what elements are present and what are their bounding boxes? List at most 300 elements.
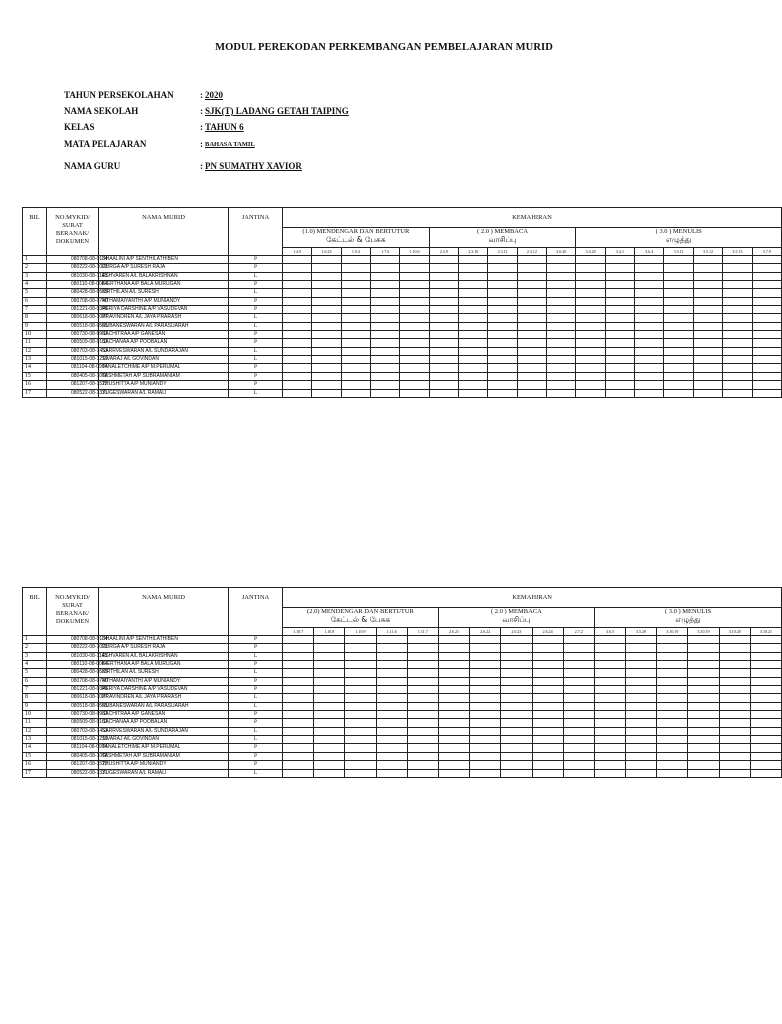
skill-cell[interactable]: [517, 389, 546, 397]
skill-cell[interactable]: [488, 331, 517, 339]
skill-cell[interactable]: [371, 289, 400, 297]
skill-cell[interactable]: [283, 727, 314, 735]
skill-cell[interactable]: [723, 381, 752, 389]
skill-cell[interactable]: [312, 389, 341, 397]
skill-cell[interactable]: [438, 686, 469, 694]
skill-cell[interactable]: [438, 661, 469, 669]
skill-cell[interactable]: [576, 306, 605, 314]
skill-cell[interactable]: [723, 322, 752, 330]
skill-cell[interactable]: [314, 744, 345, 752]
skill-cell[interactable]: [563, 652, 594, 660]
skill-cell[interactable]: [664, 289, 693, 297]
skill-cell[interactable]: [488, 347, 517, 355]
skill-cell[interactable]: [693, 297, 722, 305]
skill-cell[interactable]: [752, 372, 781, 380]
skill-cell[interactable]: [750, 702, 781, 710]
skill-cell[interactable]: [438, 769, 469, 777]
skill-cell[interactable]: [488, 297, 517, 305]
skill-cell[interactable]: [547, 306, 576, 314]
skill-cell[interactable]: [283, 669, 314, 677]
skill-cell[interactable]: [488, 289, 517, 297]
skill-cell[interactable]: [407, 736, 438, 744]
skill-cell[interactable]: [371, 372, 400, 380]
skill-cell[interactable]: [532, 752, 563, 760]
skill-cell[interactable]: [576, 314, 605, 322]
skill-cell[interactable]: [283, 389, 312, 397]
skill-cell[interactable]: [657, 711, 688, 719]
skill-cell[interactable]: [532, 736, 563, 744]
skill-cell[interactable]: [314, 677, 345, 685]
skill-cell[interactable]: [750, 644, 781, 652]
skill-cell[interactable]: [429, 306, 458, 314]
skill-cell[interactable]: [657, 652, 688, 660]
skill-cell[interactable]: [657, 644, 688, 652]
skill-cell[interactable]: [314, 669, 345, 677]
skill-cell[interactable]: [626, 644, 657, 652]
skill-cell[interactable]: [605, 272, 634, 280]
skill-cell[interactable]: [576, 364, 605, 372]
skill-cell[interactable]: [723, 256, 752, 264]
skill-cell[interactable]: [283, 322, 312, 330]
skill-cell[interactable]: [429, 322, 458, 330]
skill-cell[interactable]: [501, 711, 532, 719]
skill-cell[interactable]: [371, 339, 400, 347]
skill-cell[interactable]: [438, 719, 469, 727]
skill-cell[interactable]: [341, 389, 370, 397]
skill-cell[interactable]: [438, 761, 469, 769]
skill-cell[interactable]: [719, 702, 750, 710]
skill-cell[interactable]: [532, 769, 563, 777]
skill-cell[interactable]: [517, 372, 546, 380]
skill-cell[interactable]: [693, 331, 722, 339]
skill-cell[interactable]: [664, 272, 693, 280]
skill-cell[interactable]: [345, 744, 376, 752]
skill-cell[interactable]: [563, 769, 594, 777]
skill-cell[interactable]: [459, 272, 488, 280]
skill-cell[interactable]: [429, 256, 458, 264]
skill-cell[interactable]: [605, 356, 634, 364]
skill-cell[interactable]: [488, 322, 517, 330]
skill-cell[interactable]: [407, 719, 438, 727]
skill-cell[interactable]: [688, 661, 719, 669]
skill-cell[interactable]: [576, 347, 605, 355]
skill-cell[interactable]: [371, 356, 400, 364]
skill-cell[interactable]: [517, 281, 546, 289]
skill-cell[interactable]: [752, 389, 781, 397]
skill-cell[interactable]: [626, 636, 657, 644]
skill-cell[interactable]: [750, 661, 781, 669]
skill-cell[interactable]: [470, 727, 501, 735]
skill-cell[interactable]: [576, 381, 605, 389]
skill-cell[interactable]: [283, 264, 312, 272]
skill-cell[interactable]: [400, 372, 429, 380]
skill-cell[interactable]: [407, 727, 438, 735]
skill-cell[interactable]: [488, 256, 517, 264]
skill-cell[interactable]: [283, 677, 314, 685]
skill-cell[interactable]: [501, 694, 532, 702]
skill-cell[interactable]: [635, 381, 664, 389]
skill-cell[interactable]: [719, 669, 750, 677]
skill-cell[interactable]: [547, 272, 576, 280]
skill-cell[interactable]: [752, 289, 781, 297]
skill-cell[interactable]: [626, 736, 657, 744]
skill-cell[interactable]: [594, 736, 625, 744]
skill-cell[interactable]: [693, 256, 722, 264]
skill-cell[interactable]: [563, 702, 594, 710]
skill-cell[interactable]: [693, 347, 722, 355]
skill-cell[interactable]: [283, 281, 312, 289]
skill-cell[interactable]: [488, 372, 517, 380]
skill-cell[interactable]: [719, 719, 750, 727]
skill-cell[interactable]: [547, 264, 576, 272]
skill-cell[interactable]: [752, 297, 781, 305]
skill-cell[interactable]: [283, 256, 312, 264]
skill-cell[interactable]: [400, 264, 429, 272]
skill-cell[interactable]: [547, 339, 576, 347]
skill-cell[interactable]: [345, 719, 376, 727]
skill-cell[interactable]: [576, 322, 605, 330]
skill-cell[interactable]: [283, 744, 314, 752]
skill-cell[interactable]: [283, 356, 312, 364]
skill-cell[interactable]: [594, 744, 625, 752]
skill-cell[interactable]: [283, 306, 312, 314]
skill-cell[interactable]: [688, 719, 719, 727]
skill-cell[interactable]: [547, 356, 576, 364]
skill-cell[interactable]: [501, 752, 532, 760]
skill-cell[interactable]: [470, 661, 501, 669]
skill-cell[interactable]: [501, 669, 532, 677]
skill-cell[interactable]: [752, 256, 781, 264]
skill-cell[interactable]: [626, 769, 657, 777]
skill-cell[interactable]: [719, 761, 750, 769]
skill-cell[interactable]: [488, 264, 517, 272]
skill-cell[interactable]: [605, 381, 634, 389]
skill-cell[interactable]: [688, 736, 719, 744]
skill-cell[interactable]: [501, 644, 532, 652]
skill-cell[interactable]: [488, 364, 517, 372]
skill-cell[interactable]: [283, 736, 314, 744]
skill-cell[interactable]: [438, 677, 469, 685]
skill-cell[interactable]: [664, 297, 693, 305]
skill-cell[interactable]: [459, 347, 488, 355]
skill-cell[interactable]: [605, 364, 634, 372]
skill-cell[interactable]: [664, 281, 693, 289]
skill-cell[interactable]: [429, 347, 458, 355]
skill-cell[interactable]: [341, 314, 370, 322]
skill-cell[interactable]: [371, 347, 400, 355]
skill-cell[interactable]: [341, 281, 370, 289]
skill-cell[interactable]: [752, 281, 781, 289]
skill-cell[interactable]: [283, 272, 312, 280]
skill-cell[interactable]: [407, 711, 438, 719]
skill-cell[interactable]: [312, 306, 341, 314]
skill-cell[interactable]: [429, 289, 458, 297]
skill-cell[interactable]: [594, 636, 625, 644]
skill-cell[interactable]: [459, 322, 488, 330]
skill-cell[interactable]: [688, 761, 719, 769]
skill-cell[interactable]: [752, 272, 781, 280]
skill-cell[interactable]: [400, 322, 429, 330]
skill-cell[interactable]: [459, 331, 488, 339]
skill-cell[interactable]: [635, 314, 664, 322]
skill-cell[interactable]: [400, 364, 429, 372]
skill-cell[interactable]: [376, 744, 407, 752]
skill-cell[interactable]: [723, 281, 752, 289]
skill-cell[interactable]: [470, 694, 501, 702]
skill-cell[interactable]: [719, 652, 750, 660]
skill-cell[interactable]: [283, 372, 312, 380]
skill-cell[interactable]: [576, 372, 605, 380]
skill-cell[interactable]: [312, 297, 341, 305]
skill-cell[interactable]: [345, 677, 376, 685]
skill-cell[interactable]: [750, 719, 781, 727]
skill-cell[interactable]: [688, 752, 719, 760]
skill-cell[interactable]: [407, 677, 438, 685]
skill-cell[interactable]: [376, 677, 407, 685]
skill-cell[interactable]: [605, 289, 634, 297]
skill-cell[interactable]: [429, 364, 458, 372]
skill-cell[interactable]: [752, 347, 781, 355]
skill-cell[interactable]: [657, 736, 688, 744]
skill-cell[interactable]: [345, 636, 376, 644]
skill-cell[interactable]: [594, 719, 625, 727]
skill-cell[interactable]: [752, 381, 781, 389]
skill-cell[interactable]: [664, 256, 693, 264]
skill-cell[interactable]: [376, 669, 407, 677]
skill-cell[interactable]: [626, 711, 657, 719]
skill-cell[interactable]: [719, 677, 750, 685]
skill-cell[interactable]: [501, 761, 532, 769]
skill-cell[interactable]: [400, 272, 429, 280]
skill-cell[interactable]: [314, 727, 345, 735]
skill-cell[interactable]: [626, 702, 657, 710]
skill-cell[interactable]: [501, 727, 532, 735]
skill-cell[interactable]: [283, 686, 314, 694]
skill-cell[interactable]: [488, 356, 517, 364]
skill-cell[interactable]: [750, 652, 781, 660]
skill-cell[interactable]: [314, 644, 345, 652]
skill-cell[interactable]: [341, 264, 370, 272]
skill-cell[interactable]: [532, 719, 563, 727]
skill-cell[interactable]: [345, 752, 376, 760]
skill-cell[interactable]: [400, 389, 429, 397]
skill-cell[interactable]: [438, 636, 469, 644]
skill-cell[interactable]: [688, 677, 719, 685]
skill-cell[interactable]: [605, 281, 634, 289]
skill-cell[interactable]: [594, 686, 625, 694]
skill-cell[interactable]: [407, 702, 438, 710]
skill-cell[interactable]: [547, 289, 576, 297]
skill-cell[interactable]: [400, 381, 429, 389]
skill-cell[interactable]: [594, 702, 625, 710]
skill-cell[interactable]: [532, 686, 563, 694]
skill-cell[interactable]: [594, 711, 625, 719]
skill-cell[interactable]: [719, 636, 750, 644]
skill-cell[interactable]: [719, 769, 750, 777]
skill-cell[interactable]: [459, 314, 488, 322]
skill-cell[interactable]: [341, 356, 370, 364]
skill-cell[interactable]: [594, 644, 625, 652]
skill-cell[interactable]: [501, 744, 532, 752]
skill-cell[interactable]: [688, 636, 719, 644]
skill-cell[interactable]: [605, 372, 634, 380]
skill-cell[interactable]: [438, 702, 469, 710]
skill-cell[interactable]: [563, 686, 594, 694]
skill-cell[interactable]: [429, 381, 458, 389]
skill-cell[interactable]: [688, 702, 719, 710]
skill-cell[interactable]: [532, 661, 563, 669]
skill-cell[interactable]: [376, 652, 407, 660]
skill-cell[interactable]: [532, 652, 563, 660]
skill-cell[interactable]: [723, 339, 752, 347]
skill-cell[interactable]: [459, 281, 488, 289]
skill-cell[interactable]: [429, 389, 458, 397]
skill-cell[interactable]: [341, 306, 370, 314]
skill-cell[interactable]: [283, 711, 314, 719]
skill-cell[interactable]: [547, 381, 576, 389]
skill-cell[interactable]: [341, 372, 370, 380]
skill-cell[interactable]: [429, 272, 458, 280]
skill-cell[interactable]: [407, 769, 438, 777]
skill-cell[interactable]: [371, 389, 400, 397]
skill-cell[interactable]: [341, 289, 370, 297]
skill-cell[interactable]: [429, 356, 458, 364]
skill-cell[interactable]: [664, 381, 693, 389]
skill-cell[interactable]: [459, 289, 488, 297]
skill-cell[interactable]: [283, 331, 312, 339]
skill-cell[interactable]: [635, 272, 664, 280]
skill-cell[interactable]: [314, 702, 345, 710]
skill-cell[interactable]: [563, 736, 594, 744]
skill-cell[interactable]: [576, 297, 605, 305]
skill-cell[interactable]: [752, 339, 781, 347]
skill-cell[interactable]: [314, 694, 345, 702]
skill-cell[interactable]: [750, 769, 781, 777]
skill-cell[interactable]: [563, 644, 594, 652]
skill-cell[interactable]: [283, 769, 314, 777]
skill-cell[interactable]: [470, 711, 501, 719]
skill-cell[interactable]: [407, 661, 438, 669]
skill-cell[interactable]: [459, 306, 488, 314]
skill-cell[interactable]: [723, 289, 752, 297]
skill-cell[interactable]: [312, 314, 341, 322]
skill-cell[interactable]: [594, 761, 625, 769]
skill-cell[interactable]: [283, 339, 312, 347]
skill-cell[interactable]: [719, 661, 750, 669]
skill-cell[interactable]: [547, 256, 576, 264]
skill-cell[interactable]: [438, 736, 469, 744]
skill-cell[interactable]: [371, 297, 400, 305]
skill-cell[interactable]: [657, 761, 688, 769]
skill-cell[interactable]: [345, 686, 376, 694]
skill-cell[interactable]: [626, 661, 657, 669]
skill-cell[interactable]: [459, 372, 488, 380]
skill-cell[interactable]: [723, 306, 752, 314]
skill-cell[interactable]: [470, 677, 501, 685]
skill-cell[interactable]: [345, 702, 376, 710]
skill-cell[interactable]: [470, 652, 501, 660]
skill-cell[interactable]: [657, 744, 688, 752]
skill-cell[interactable]: [688, 727, 719, 735]
skill-cell[interactable]: [376, 769, 407, 777]
skill-cell[interactable]: [400, 331, 429, 339]
skill-cell[interactable]: [312, 289, 341, 297]
skill-cell[interactable]: [341, 339, 370, 347]
skill-cell[interactable]: [693, 264, 722, 272]
skill-cell[interactable]: [488, 281, 517, 289]
skill-cell[interactable]: [719, 727, 750, 735]
skill-cell[interactable]: [664, 331, 693, 339]
skill-cell[interactable]: [283, 289, 312, 297]
skill-cell[interactable]: [635, 389, 664, 397]
skill-cell[interactable]: [345, 769, 376, 777]
skill-cell[interactable]: [459, 364, 488, 372]
skill-cell[interactable]: [312, 256, 341, 264]
skill-cell[interactable]: [719, 694, 750, 702]
skill-cell[interactable]: [400, 297, 429, 305]
skill-cell[interactable]: [470, 644, 501, 652]
skill-cell[interactable]: [547, 372, 576, 380]
skill-cell[interactable]: [605, 331, 634, 339]
skill-cell[interactable]: [723, 356, 752, 364]
skill-cell[interactable]: [314, 636, 345, 644]
skill-cell[interactable]: [752, 331, 781, 339]
skill-cell[interactable]: [376, 752, 407, 760]
skill-cell[interactable]: [438, 669, 469, 677]
skill-cell[interactable]: [635, 306, 664, 314]
skill-cell[interactable]: [605, 306, 634, 314]
skill-cell[interactable]: [429, 331, 458, 339]
skill-cell[interactable]: [750, 761, 781, 769]
skill-cell[interactable]: [693, 364, 722, 372]
skill-cell[interactable]: [688, 686, 719, 694]
skill-cell[interactable]: [657, 677, 688, 685]
skill-cell[interactable]: [664, 264, 693, 272]
skill-cell[interactable]: [312, 322, 341, 330]
skill-cell[interactable]: [547, 322, 576, 330]
skill-cell[interactable]: [345, 652, 376, 660]
skill-cell[interactable]: [594, 727, 625, 735]
skill-cell[interactable]: [752, 356, 781, 364]
skill-cell[interactable]: [664, 314, 693, 322]
skill-cell[interactable]: [312, 281, 341, 289]
skill-cell[interactable]: [635, 256, 664, 264]
skill-cell[interactable]: [283, 652, 314, 660]
skill-cell[interactable]: [547, 297, 576, 305]
skill-cell[interactable]: [752, 306, 781, 314]
skill-cell[interactable]: [563, 744, 594, 752]
skill-cell[interactable]: [563, 661, 594, 669]
skill-cell[interactable]: [283, 297, 312, 305]
skill-cell[interactable]: [517, 356, 546, 364]
skill-cell[interactable]: [371, 256, 400, 264]
skill-cell[interactable]: [719, 736, 750, 744]
skill-cell[interactable]: [371, 264, 400, 272]
skill-cell[interactable]: [547, 281, 576, 289]
skill-cell[interactable]: [400, 339, 429, 347]
skill-cell[interactable]: [605, 322, 634, 330]
skill-cell[interactable]: [283, 314, 312, 322]
skill-cell[interactable]: [723, 389, 752, 397]
skill-cell[interactable]: [312, 347, 341, 355]
skill-cell[interactable]: [283, 636, 314, 644]
skill-cell[interactable]: [407, 636, 438, 644]
skill-cell[interactable]: [563, 761, 594, 769]
skill-cell[interactable]: [283, 381, 312, 389]
skill-cell[interactable]: [376, 719, 407, 727]
skill-cell[interactable]: [488, 389, 517, 397]
skill-cell[interactable]: [371, 306, 400, 314]
